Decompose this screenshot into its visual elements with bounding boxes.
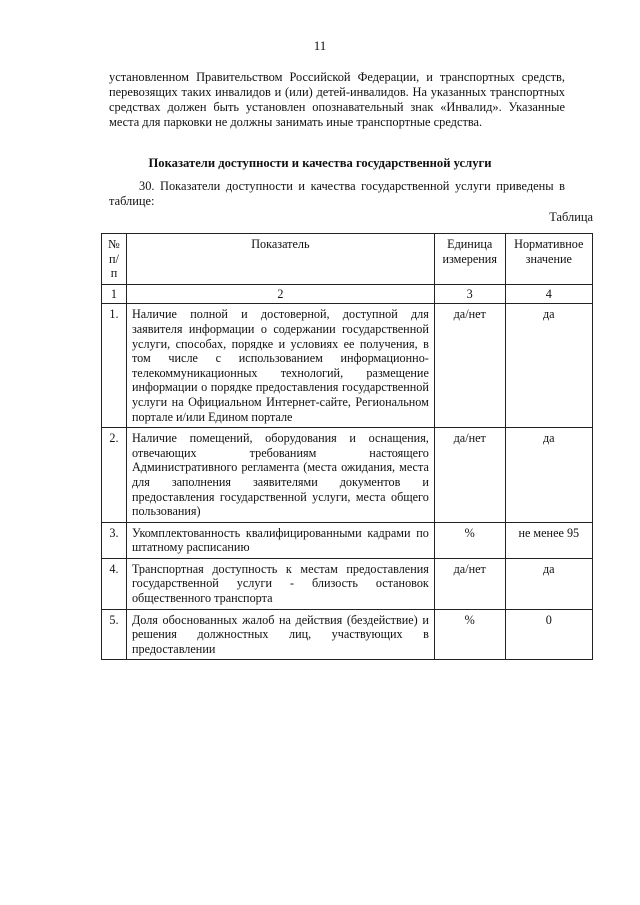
clause-paragraph: 30. Показатели доступности и качества государственной услуги приведены в таблице: [109,179,565,208]
header-indicator: Показатель [126,234,434,285]
row-number: 3. [102,522,127,558]
table-caption: Таблица [549,210,593,224]
indicators-table [101,233,593,660]
section-title: Показатели доступности и качества государственной услуги [148,156,492,170]
row-norm: 0 [505,609,592,660]
row-unit: да/нет [434,304,505,428]
row-indicator: Транспортная доступность к местам предоставления государственной услуги - близость остановок общественного транспорта [126,558,434,609]
table-row [102,558,593,609]
column-index-row [102,284,593,304]
row-number: 4. [102,558,127,609]
table-row [102,522,593,558]
row-unit: % [434,522,505,558]
row-indicator: Наличие помещений, оборудования и оснащения, отвечающих требованиям настоящего Административного регламента (места ожидания, места для заполнения заявителями документов и предоставления государственной услуги, места общего пользования) [126,428,434,523]
column-index-cell: 3 [434,284,505,304]
row-norm: да [505,304,592,428]
column-index-cell: 2 [126,284,434,304]
row-indicator: Укомплектованность квалифицированными кадрами по штатному расписанию [126,522,434,558]
table-row [102,428,593,523]
row-number: 2. [102,428,127,523]
header-unit: Единица измерения [434,234,505,285]
row-number: 5. [102,609,127,660]
header-norm: Нормативное значение [505,234,592,285]
row-unit: да/нет [434,558,505,609]
table-row [102,304,593,428]
column-index-cell: 1 [102,284,127,304]
intro-paragraph: установленном Правительством Российской Федерации, и транспортных средств, перевозящих таких инвалидов и (или) детей-инвалидов. На указанных транспортных средствах должен быть установлен опознавательный знак «Инвалид». Указанные места для парковки не должны занимать иные транспортные средства. [109,70,565,129]
row-indicator: Доля обоснованных жалоб на действия (бездействие) и решения должностных лиц, участвующих в предоставлении [126,609,434,660]
table-header-row [102,234,593,285]
column-index-cell: 4 [505,284,592,304]
row-unit: % [434,609,505,660]
row-norm: да [505,558,592,609]
row-norm: да [505,428,592,523]
row-norm: не менее 95 [505,522,592,558]
row-number: 1. [102,304,127,428]
header-num: № п/п [102,234,127,285]
row-indicator: Наличие полной и достоверной, доступной для заявителя информации о содержании государственной услуги, способах, порядке и условиях ее получения, в том числе с использованием информационно-телекоммуникационных технологий, размещение информации о порядке предоставления государственной услуги на Официальном Интернет-сайте, Региональном портале и/или Едином портале [126,304,434,428]
table-row [102,609,593,660]
row-unit: да/нет [434,428,505,523]
page-number: 11 [313,38,327,53]
